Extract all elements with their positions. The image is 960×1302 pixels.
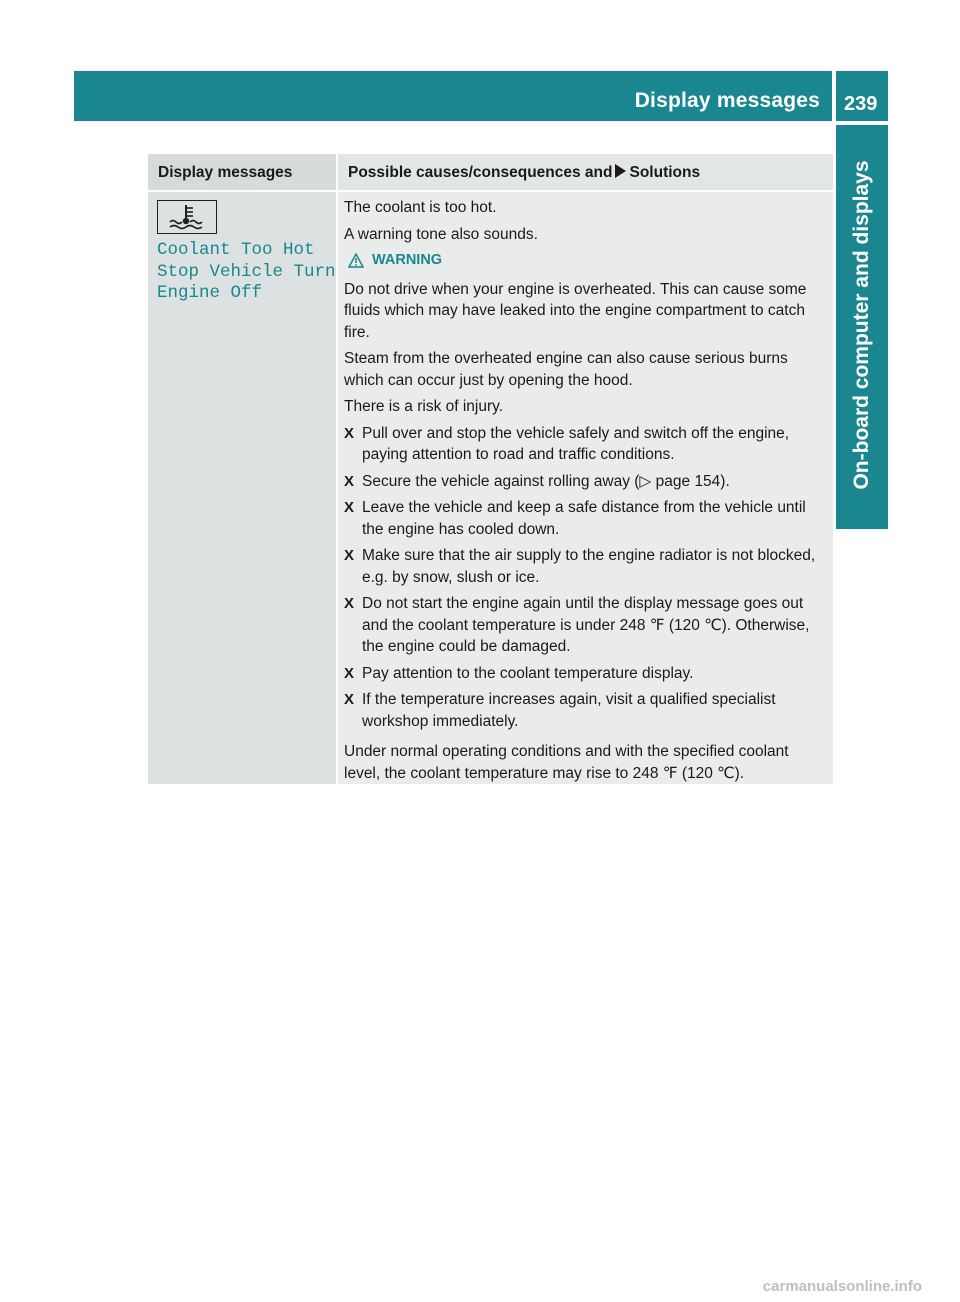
solution-step	[344, 471, 829, 493]
step-marker-icon: X	[344, 499, 355, 516]
step-marker-icon: X	[344, 691, 355, 708]
solution-step	[344, 545, 829, 588]
col-header-display-messages: Display messages	[148, 154, 336, 190]
arrow-right-icon	[615, 164, 626, 178]
warning-triangle-icon	[348, 253, 364, 268]
solution-step	[344, 689, 829, 732]
step-text: If the temperature increases again, visit a qualified specialist workshop immediately.	[362, 691, 776, 730]
step-marker-icon: X	[344, 547, 355, 564]
warning-heading	[348, 250, 829, 272]
step-marker-icon: X	[344, 595, 355, 612]
warning-label: WARNING	[372, 252, 443, 268]
coolant-temperature-icon	[157, 200, 217, 234]
message-line-3: Engine Off	[157, 283, 263, 303]
step-marker-icon: X	[344, 664, 355, 682]
col-header-solutions-text: Solutions	[629, 164, 701, 181]
warning-paragraph: Do not drive when your engine is overheated. This can cause some fluids which may have leaked into the engine compartment to catch fire.	[344, 280, 807, 341]
header-bar	[74, 71, 832, 121]
display-message-cell	[148, 192, 336, 784]
step-text: Leave the vehicle and keep a safe distance from the vehicle until the engine has cooled down.	[362, 499, 806, 538]
solution-step	[344, 423, 829, 466]
step-text: Make sure that the air supply to the engine radiator is not blocked, e.g. by snow, slush or ice.	[362, 547, 816, 586]
chapter-label: On-board computer and displays	[850, 160, 873, 490]
causes-solutions-cell	[338, 192, 833, 784]
message-line-1: Coolant Too Hot	[157, 240, 315, 260]
solution-step	[344, 497, 829, 540]
step-text: Pay attention to the coolant temperature display.	[362, 664, 694, 682]
step-text: Pull over and stop the vehicle safely and switch off the engine, paying attention to road and traffic conditions.	[362, 424, 790, 463]
message-line-2: Stop Vehicle Turn	[157, 261, 336, 282]
table-header-row	[148, 154, 833, 190]
cause-text: The coolant is too hot.	[344, 199, 497, 216]
warning-paragraph: Steam from the overheated engine can also cause serious burns which can occur just by opening the hood.	[344, 350, 788, 389]
page-number-tab	[836, 71, 888, 121]
step-marker-icon: X	[344, 472, 355, 490]
section-title: Display messages	[634, 89, 820, 112]
page-number: 239	[844, 93, 878, 115]
solution-step	[344, 663, 829, 685]
step-text: Do not start the engine again until the display message goes out and the coolant temperature is under 248 ℉ (120 ℃). Otherwise, the engine could be damaged.	[362, 595, 810, 655]
col-header-causes-solutions	[336, 154, 833, 190]
watermark: carmanualsonline.info	[762, 1278, 922, 1295]
col-header-causes-text: Possible causes/consequences and	[348, 164, 613, 181]
chapter-side-tab	[836, 125, 888, 529]
step-text: Secure the vehicle against rolling away (▷ page 154).	[362, 472, 730, 490]
display-messages-table	[148, 154, 833, 784]
warning-tone-text: A warning tone also sounds.	[344, 225, 538, 243]
warning-paragraph: There is a risk of injury.	[344, 398, 504, 415]
solution-step	[344, 593, 829, 658]
step-marker-icon: X	[344, 424, 355, 442]
operating-note: Under normal operating conditions and with the specified coolant level, the coolant temperature may rise to 248 ℉ (120 ℃).	[344, 743, 789, 782]
